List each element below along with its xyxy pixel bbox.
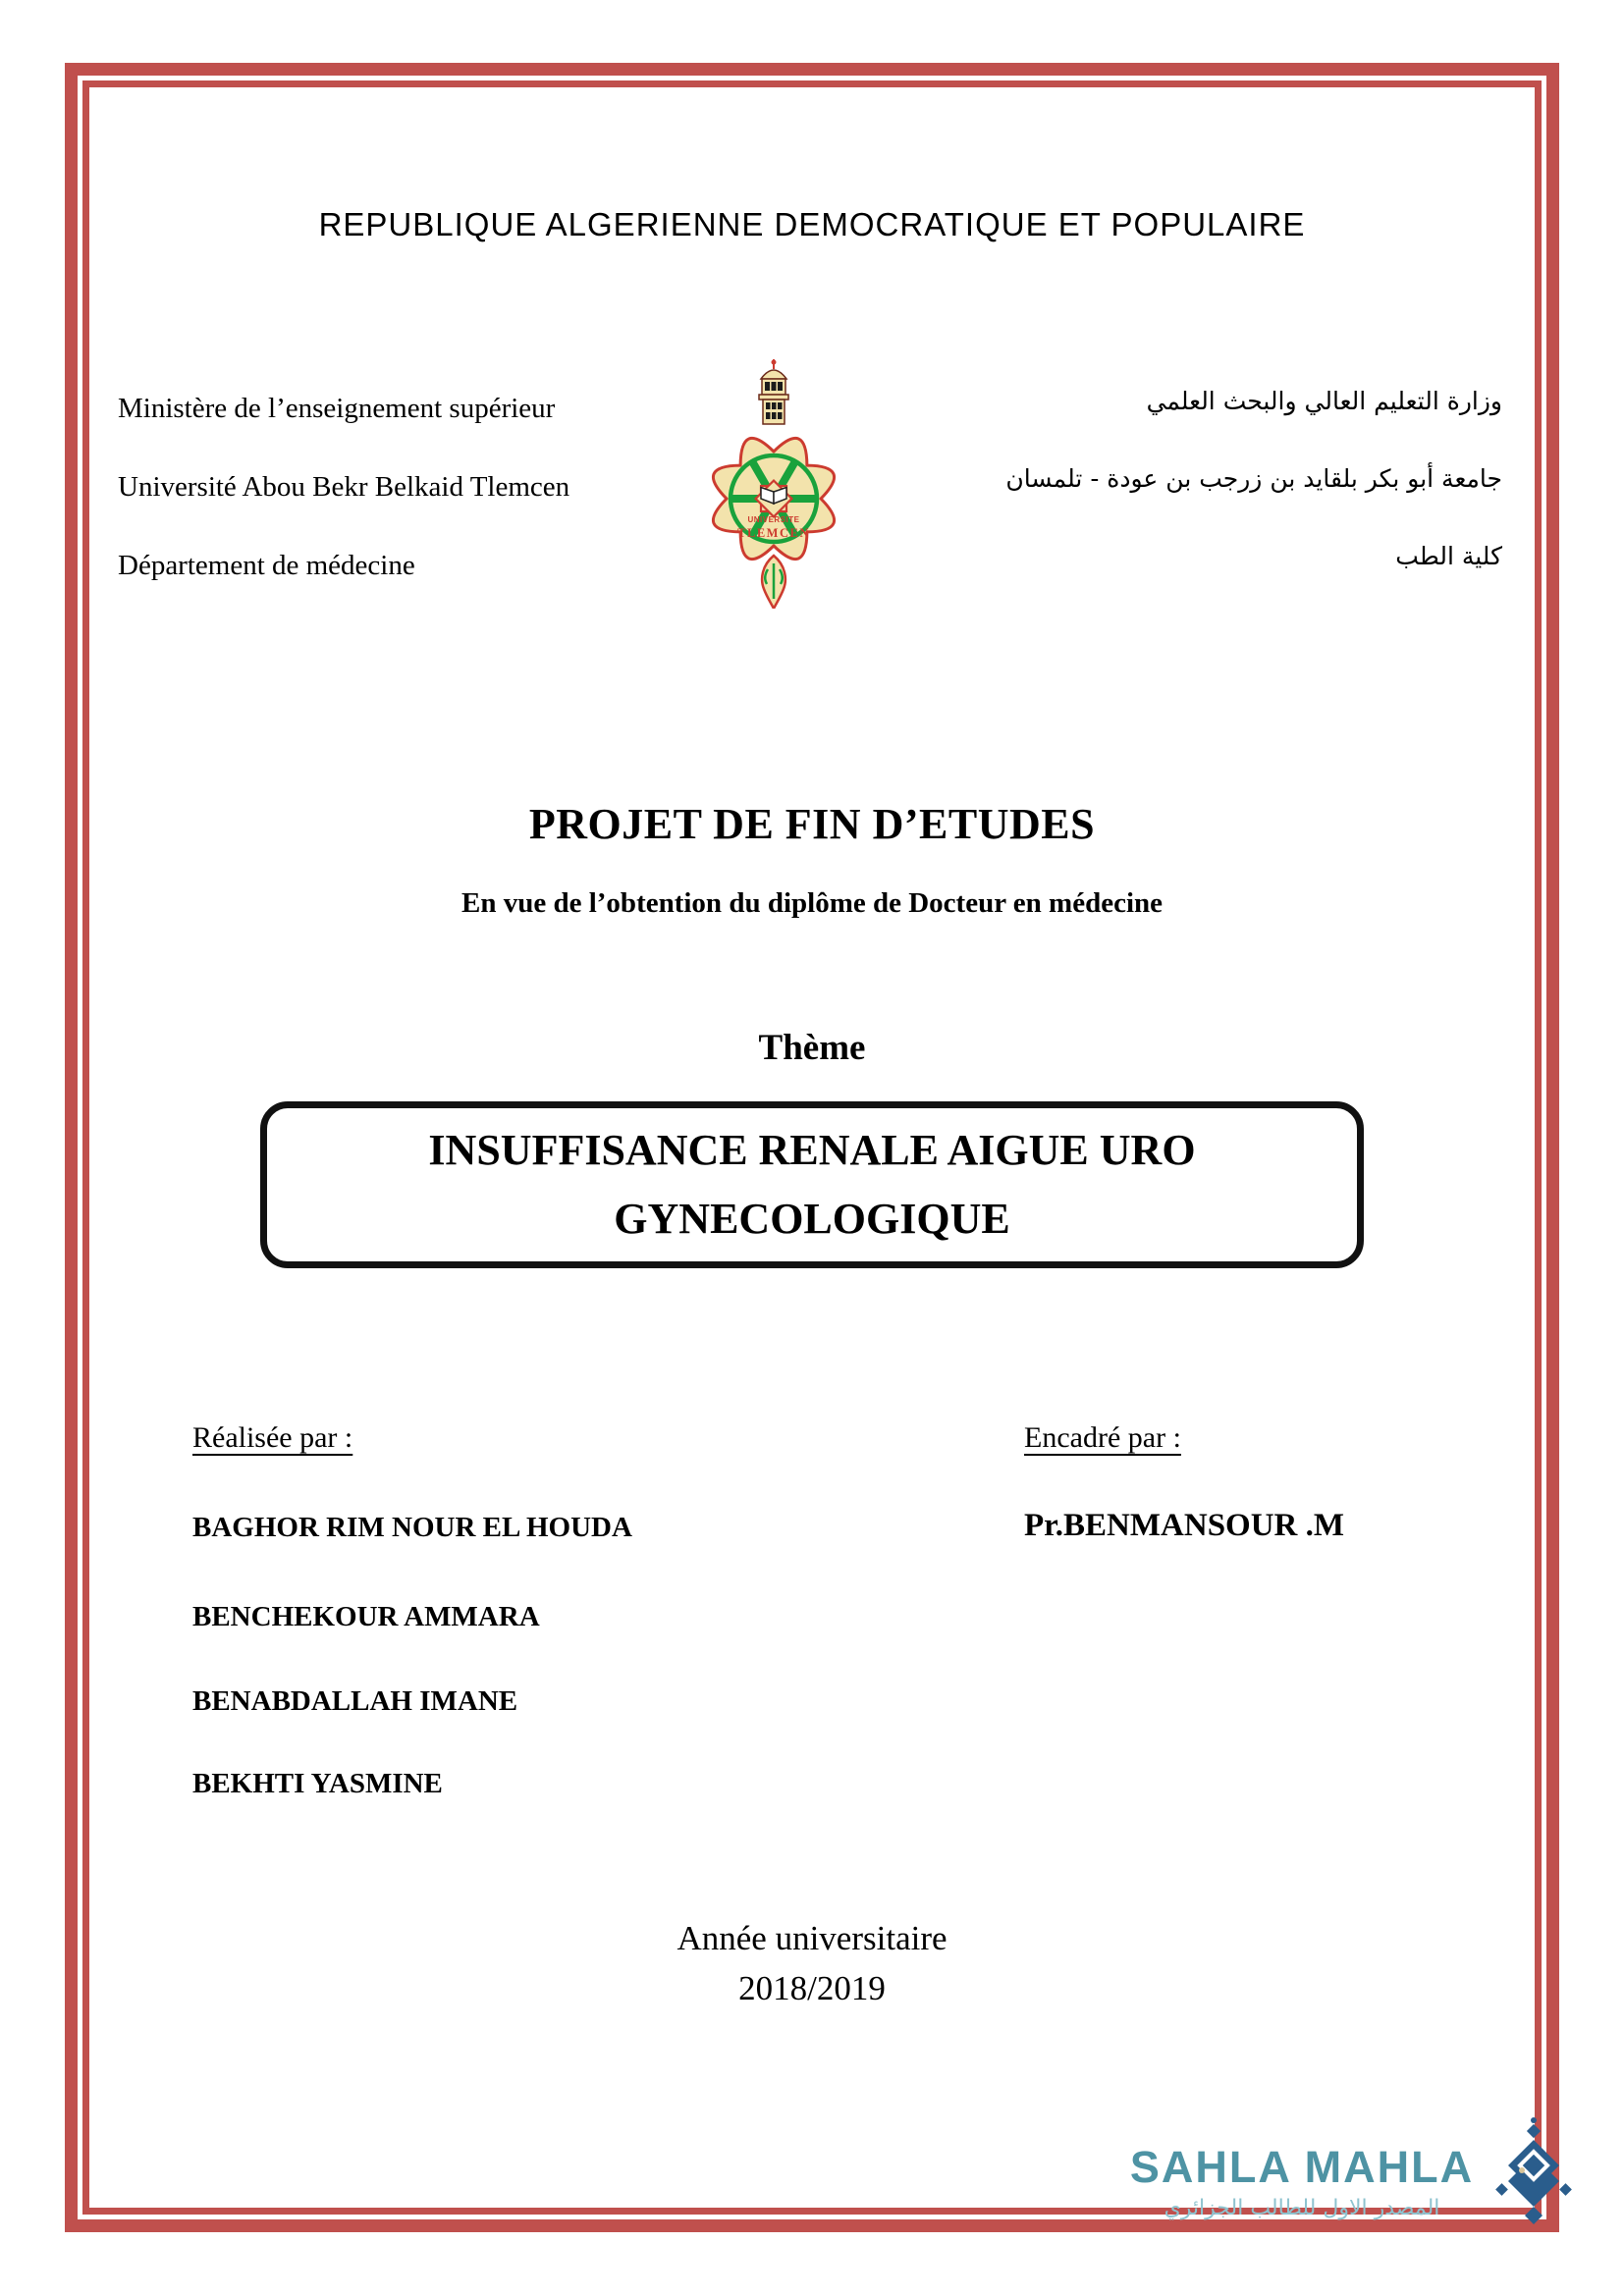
- degree-subtitle: En vue de l’obtention du diplôme de Docteur en médecine: [461, 887, 1163, 919]
- thesis-title-line-2: GYNECOLOGIQUE: [614, 1195, 1010, 1243]
- university-line-ar: جامعة أبو بكر بلقايد بن زرجب بن عودة - تلمسان: [1005, 464, 1502, 493]
- watermark-tagline: المصدر الاول للطالب الجزائري: [1164, 2196, 1440, 2220]
- institution-block-fr: [118, 393, 569, 628]
- author-name-4: BEKHTI YASMINE: [192, 1768, 443, 1799]
- department-line-fr: Département de médecine: [118, 550, 415, 581]
- university-line-fr: Université Abou Bekr Belkaid Tlemcen: [118, 471, 570, 503]
- faculty-line-ar: كلية الطب: [1395, 542, 1502, 570]
- academic-year-value: 2018/2019: [738, 1968, 886, 2007]
- academic-year: [0, 1914, 1624, 2014]
- seal-text-tlemcen: TLEMCEN: [737, 526, 810, 540]
- authors-label: Réalisée par :: [192, 1421, 353, 1454]
- academic-year-label: Année universitaire: [677, 1919, 947, 1957]
- author-name-1: BAGHOR RIM NOUR EL HOUDA: [192, 1512, 632, 1543]
- thesis-title-box: [260, 1101, 1364, 1268]
- watermark-block: [1129, 2142, 1475, 2220]
- supervisor-label: Encadré par :: [1024, 1421, 1181, 1454]
- ornament-shapes: [1495, 2117, 1572, 2224]
- theme-label: Thème: [758, 1028, 866, 1068]
- sahla-mahla-ornament-icon: [1494, 2114, 1573, 2226]
- main-title: PROJET DE FIN D’ETUDES: [528, 800, 1096, 848]
- institution-block-ar: [1005, 387, 1502, 619]
- republic-title: REPUBLIQUE ALGERIENNE DEMOCRATIQUE ET POPULAIRE: [318, 206, 1306, 242]
- ministry-line-fr: Ministère de l’enseignement supérieur: [118, 393, 556, 424]
- author-name-3: BENABDALLAH IMANE: [192, 1685, 518, 1717]
- thesis-title-line-1: INSUFFISANCE RENALE AIGUE URO: [428, 1126, 1196, 1175]
- seal-center-star: [756, 481, 792, 517]
- ministry-line-ar: وزارة التعليم العالي والبحث العلمي: [1146, 387, 1502, 415]
- seal-text-universite: UNIVERSITE: [747, 515, 800, 524]
- seal-minaret: [759, 359, 788, 424]
- author-name-2: BENCHEKOUR AMMARA: [192, 1601, 540, 1632]
- watermark-brand: SAHLA MAHLA: [1129, 2142, 1475, 2192]
- university-tlemcen-seal-icon: [699, 355, 848, 609]
- supervisor-name: Pr.BENMANSOUR .M: [1024, 1508, 1345, 1543]
- ornament-accent-dot: [1519, 2167, 1525, 2173]
